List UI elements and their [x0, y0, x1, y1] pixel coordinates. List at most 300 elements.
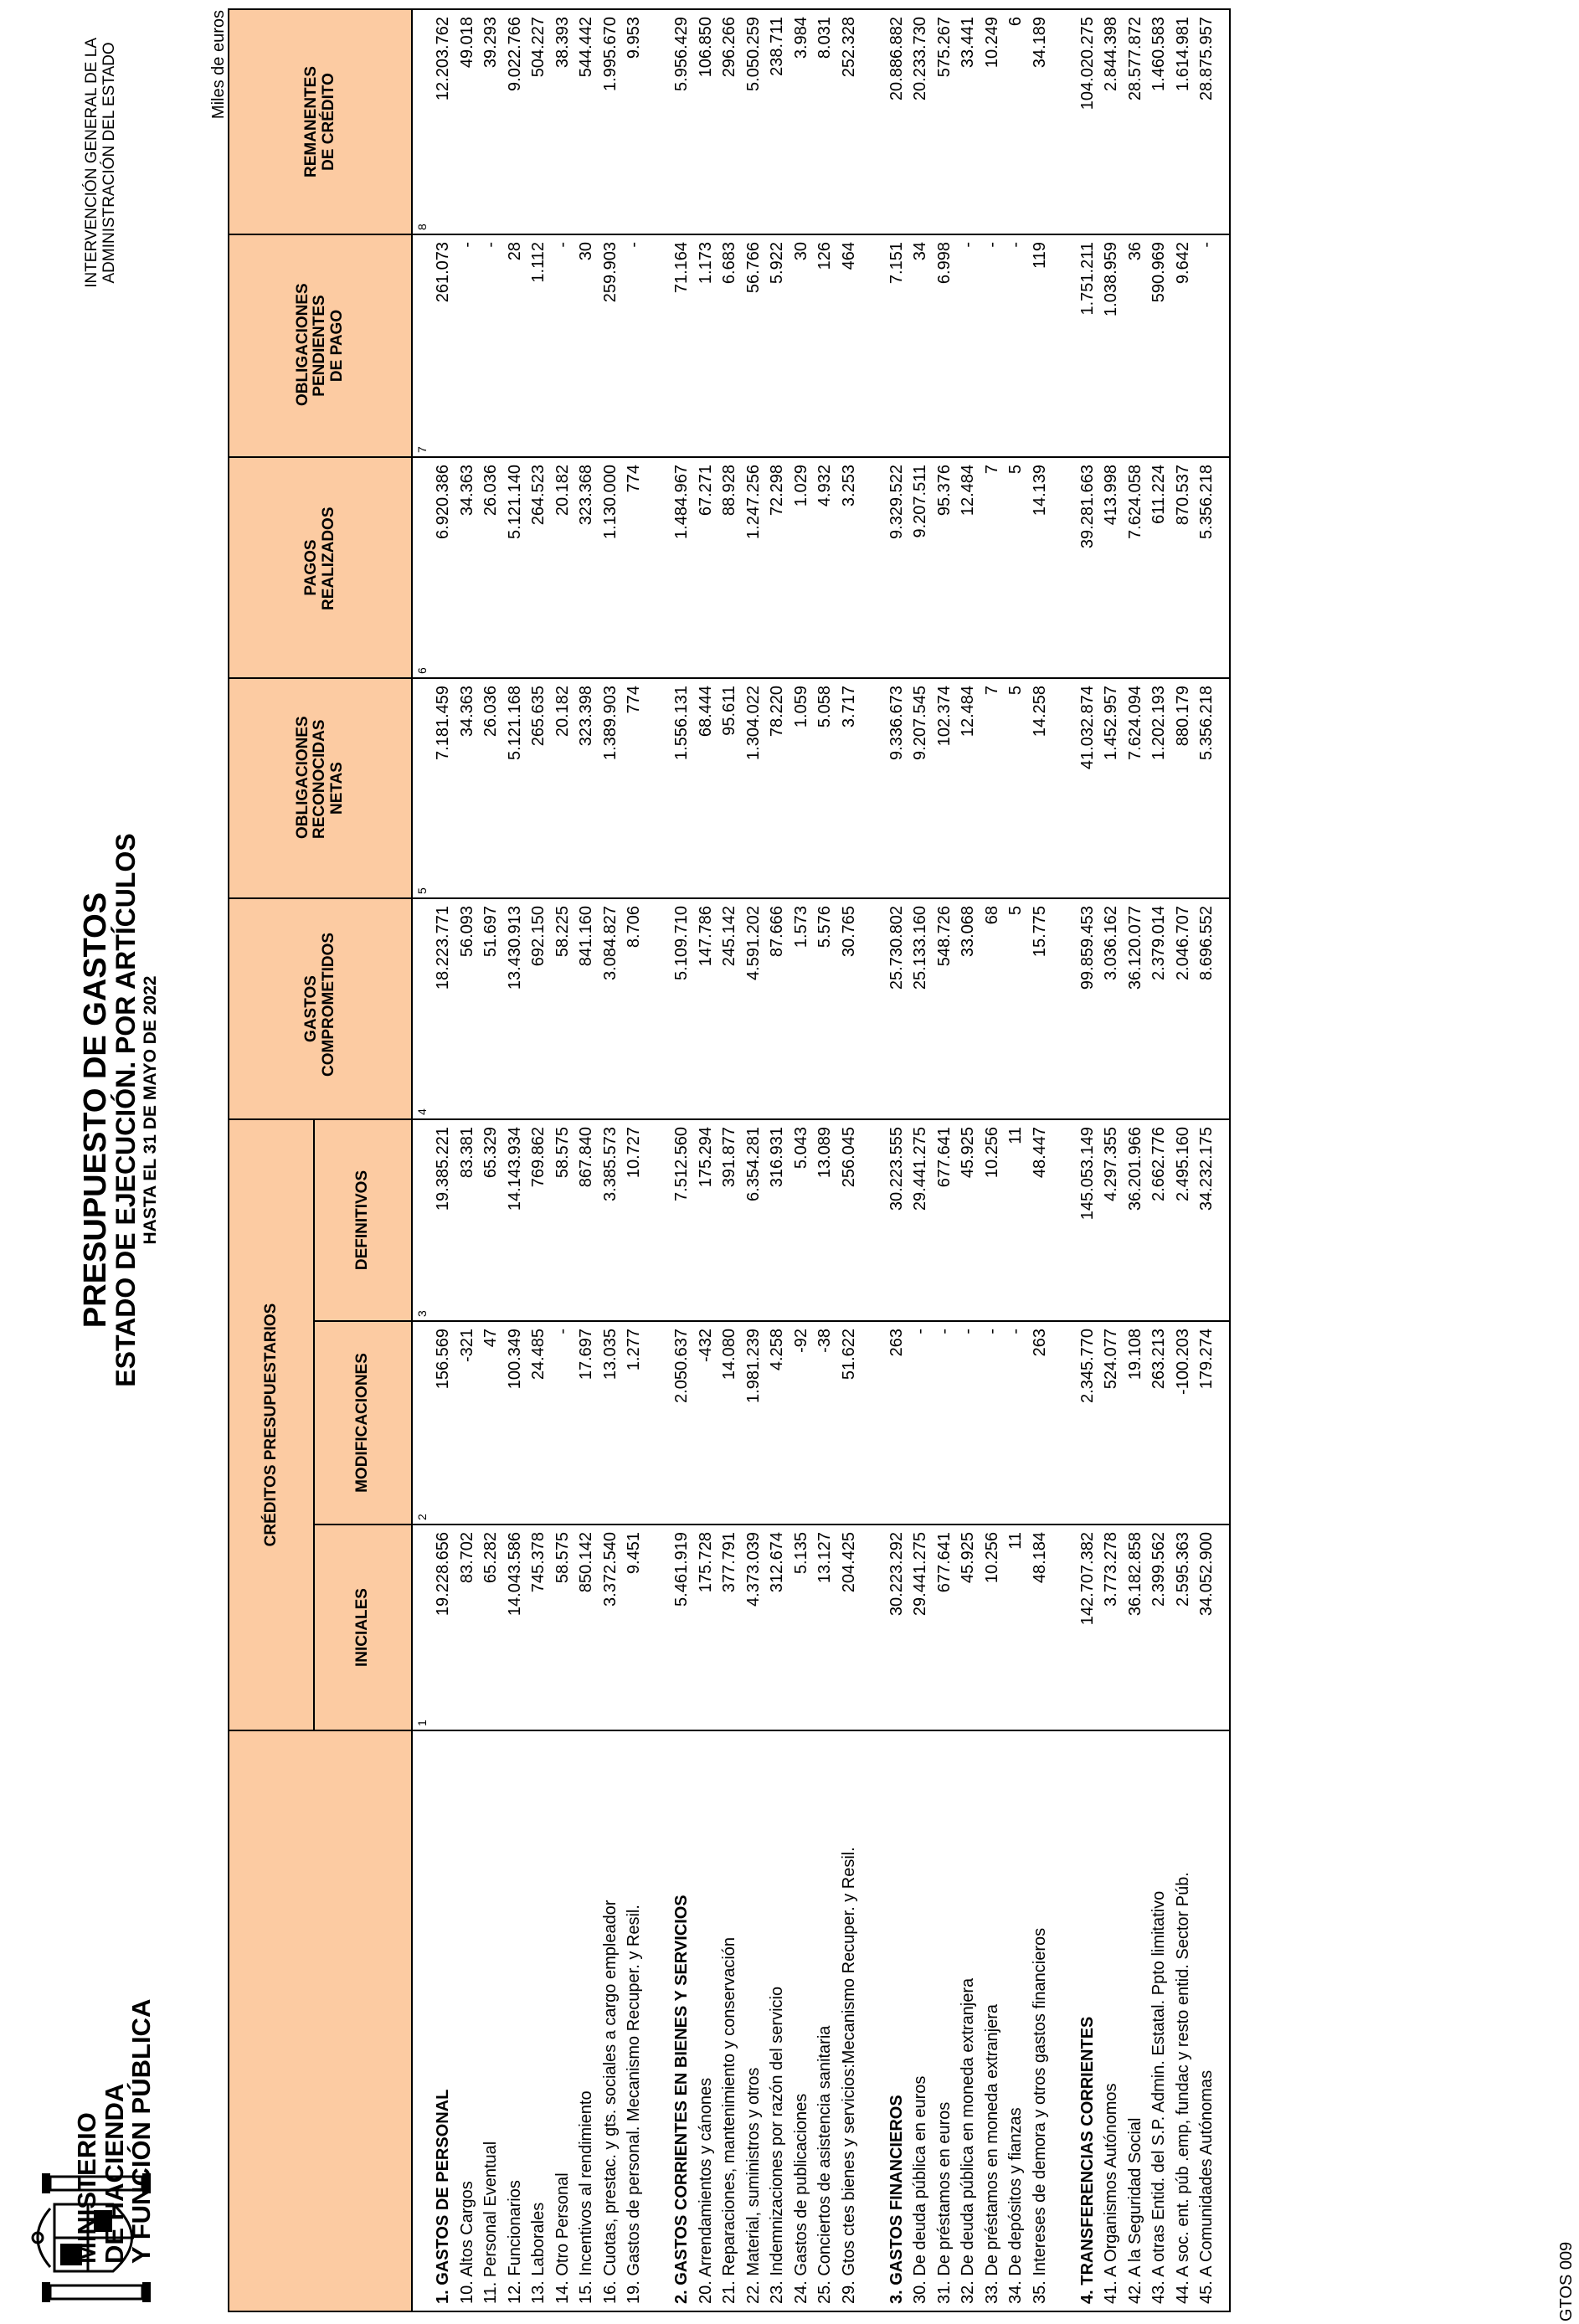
value-cell: 175.294: [694, 1119, 718, 1321]
value-cell: 590.969: [1147, 234, 1171, 457]
value-cell: 12.203.762: [431, 9, 455, 234]
spacer-cell: [646, 1119, 671, 1321]
value-cell: -: [479, 234, 503, 457]
value-cell: 20.886.882: [885, 9, 909, 234]
value-cell: 377.791: [717, 1524, 742, 1730]
column-number-cell: 6: [412, 457, 431, 678]
intervencion-general: [84, 38, 119, 288]
value-cell: 7.512.560: [670, 1119, 694, 1321]
value-cell: 3.036.162: [1099, 898, 1124, 1119]
value-cell: 1.556.131: [670, 678, 694, 898]
row-label: 2. GASTOS CORRIENTES EN BIENES Y SERVICIOS: [670, 1730, 694, 2311]
value-cell: 611.224: [1147, 457, 1171, 678]
value-cell: -: [956, 234, 980, 457]
table-row: [1099, 9, 1124, 2311]
row-label: 10. Altos Cargos: [455, 1730, 480, 2311]
value-cell: 2.379.014: [1147, 898, 1171, 1119]
value-cell: 769.862: [527, 1119, 551, 1321]
table-row: [479, 9, 503, 2311]
value-cell: 548.726: [933, 898, 957, 1119]
spacer-cell: [861, 234, 885, 457]
table-row: [455, 9, 480, 2311]
value-cell: 10.249: [980, 9, 1005, 234]
row-label: 14. Otro Personal: [551, 1730, 575, 2311]
value-cell: 10.727: [622, 1119, 646, 1321]
report-title-block: [80, 650, 162, 1571]
value-cell: 1.614.981: [1171, 9, 1196, 234]
value-cell: 34: [908, 234, 933, 457]
value-cell: 2.495.160: [1171, 1119, 1196, 1321]
value-cell: 14.139: [1028, 457, 1052, 678]
value-cell: 5.461.919: [670, 1524, 694, 1730]
value-cell: -: [622, 234, 646, 457]
value-cell: 19.108: [1124, 1321, 1148, 1524]
value-cell: 14.043.586: [503, 1524, 527, 1730]
column-number-row: [412, 9, 431, 2311]
value-cell: 95.376: [933, 457, 957, 678]
value-cell: 259.903: [599, 234, 623, 457]
end-cell: [1219, 9, 1230, 234]
value-cell: 20.233.730: [908, 9, 933, 234]
value-cell: 56.766: [742, 234, 766, 457]
value-cell: 1.389.903: [599, 678, 623, 898]
spacer-cell: [1052, 898, 1076, 1119]
ministry-line: DE HACIENDA: [99, 2083, 129, 2264]
spacer-cell: [1052, 9, 1076, 234]
group-total-row: [885, 9, 909, 2311]
value-cell: 2.399.562: [1147, 1524, 1171, 1730]
spacer-cell: [646, 1524, 671, 1730]
value-cell: 245.142: [717, 898, 742, 1119]
value-cell: 3.084.827: [599, 898, 623, 1119]
intervencion-line: ADMINISTRACIÓN DEL ESTADO: [100, 42, 118, 284]
value-cell: 30: [574, 234, 599, 457]
value-cell: 71.164: [670, 234, 694, 457]
row-label: 25. Conciertos de asistencia sanitaria: [813, 1730, 837, 2311]
value-cell: 13.127: [813, 1524, 837, 1730]
value-cell: 5.050.259: [742, 9, 766, 234]
spacer-cell: [646, 1321, 671, 1524]
value-cell: 156.569: [431, 1321, 455, 1524]
spacer-cell: [861, 1321, 885, 1524]
value-cell: 5.058: [813, 678, 837, 898]
spacer-cell: [861, 678, 885, 898]
table-row: [1028, 9, 1052, 2311]
value-cell: 5.576: [813, 898, 837, 1119]
value-cell: 68.444: [694, 678, 718, 898]
value-cell: 99.859.453: [1076, 898, 1100, 1119]
row-label: 34. De depósitos y fianzas: [1004, 1730, 1028, 2311]
row-label: 31. De préstamos en euros: [933, 1730, 957, 2311]
value-cell: 58.575: [551, 1524, 575, 1730]
row-label: 30. De deuda pública en euros: [908, 1730, 933, 2311]
value-cell: 47: [479, 1321, 503, 1524]
value-cell: 4.373.039: [742, 1524, 766, 1730]
value-cell: 296.266: [717, 9, 742, 234]
value-cell: 67.271: [694, 457, 718, 678]
value-cell: 5: [1004, 898, 1028, 1119]
value-cell: -: [1195, 234, 1219, 457]
value-cell: 147.786: [694, 898, 718, 1119]
value-cell: -: [1004, 234, 1028, 457]
value-cell: 33.441: [956, 9, 980, 234]
value-cell: 65.282: [479, 1524, 503, 1730]
value-cell: 524.077: [1099, 1321, 1124, 1524]
iniciales-header: INICIALES: [314, 1524, 412, 1730]
value-cell: 7: [980, 678, 1005, 898]
value-cell: 1.173: [694, 234, 718, 457]
value-cell: 20.182: [551, 678, 575, 898]
value-cell: 3.717: [837, 678, 862, 898]
value-cell: 5.121.168: [503, 678, 527, 898]
value-cell: 5.956.429: [670, 9, 694, 234]
value-cell: 870.537: [1171, 457, 1196, 678]
value-cell: 3.253: [837, 457, 862, 678]
value-cell: 4.591.202: [742, 898, 766, 1119]
value-cell: 677.641: [933, 1119, 957, 1321]
table-row: [1195, 9, 1219, 2311]
value-cell: 30: [790, 234, 814, 457]
value-cell: 6.683: [717, 234, 742, 457]
table-row: [790, 9, 814, 2311]
value-cell: 5.356.218: [1195, 457, 1219, 678]
row-label: 23. Indemnizaciones por razón del servicio: [765, 1730, 790, 2311]
value-cell: 2.050.637: [670, 1321, 694, 1524]
table-row: [574, 9, 599, 2311]
end-cell: [1219, 1524, 1230, 1730]
value-cell: 3.385.573: [599, 1119, 623, 1321]
value-cell: 2.046.707: [1171, 898, 1196, 1119]
value-cell: 867.840: [574, 1119, 599, 1321]
ministry-line: Y FUNCIÓN PÚBLICA: [126, 1998, 157, 2264]
value-cell: 8.706: [622, 898, 646, 1119]
table-body: [412, 9, 1230, 2311]
table-row: [908, 9, 933, 2311]
value-cell: 72.298: [765, 457, 790, 678]
column-number-cell: [412, 1730, 431, 2311]
value-cell: 1.112: [527, 234, 551, 457]
row-label: 35. Intereses de demora y otros gastos financieros: [1028, 1730, 1052, 2311]
value-cell: 25.133.160: [908, 898, 933, 1119]
table-row: [933, 9, 957, 2311]
value-cell: 51.697: [479, 898, 503, 1119]
value-cell: 7.181.459: [431, 678, 455, 898]
value-cell: 323.398: [574, 678, 599, 898]
table-row: [980, 9, 1005, 2311]
value-cell: 575.267: [933, 9, 957, 234]
value-cell: 312.674: [765, 1524, 790, 1730]
row-label: 41. A Organismos Autónomos: [1099, 1730, 1124, 2311]
value-cell: 5: [1004, 678, 1028, 898]
table-row: [765, 9, 790, 2311]
value-cell: 1.981.239: [742, 1321, 766, 1524]
value-cell: 48.447: [1028, 1119, 1052, 1321]
value-cell: 1.460.583: [1147, 9, 1171, 234]
value-cell: 256.045: [837, 1119, 862, 1321]
row-label: 44. A soc. ent. púb .emp, fundac y resto entid. Sector Púb.: [1171, 1730, 1196, 2311]
table-row: [813, 9, 837, 2311]
end-cell: [1219, 1321, 1230, 1524]
value-cell: 26.036: [479, 457, 503, 678]
value-cell: 14.258: [1028, 678, 1052, 898]
value-cell: 26.036: [479, 678, 503, 898]
spacer-row: [1052, 9, 1076, 2311]
value-cell: 30.765: [837, 898, 862, 1119]
value-cell: -: [908, 1321, 933, 1524]
end-cell: [1219, 898, 1230, 1119]
table-row: [717, 9, 742, 2311]
value-cell: 87.666: [765, 898, 790, 1119]
value-cell: 1.751.211: [1076, 234, 1100, 457]
value-cell: 238.711: [765, 9, 790, 234]
value-cell: 1.277: [622, 1321, 646, 1524]
value-cell: 11: [1004, 1524, 1028, 1730]
row-label: 1. GASTOS DE PERSONAL: [431, 1730, 455, 2311]
value-cell: -100.203: [1171, 1321, 1196, 1524]
row-label: 19. Gastos de personal. Mecanismo Recuper. y Resil.: [622, 1730, 646, 2311]
value-cell: 5.356.218: [1195, 678, 1219, 898]
value-cell: 5.922: [765, 234, 790, 457]
spacer-cell: [646, 898, 671, 1119]
value-cell: 7: [980, 457, 1005, 678]
value-cell: 29.441.275: [908, 1119, 933, 1321]
value-cell: -321: [455, 1321, 480, 1524]
value-cell: 6.920.386: [431, 457, 455, 678]
spacer-row: [861, 9, 885, 2311]
value-cell: 34.052.900: [1195, 1524, 1219, 1730]
spacer-cell: [861, 1730, 885, 2311]
value-cell: 145.053.149: [1076, 1119, 1100, 1321]
value-cell: 104.020.275: [1076, 9, 1100, 234]
value-cell: 88.928: [717, 457, 742, 678]
value-cell: -: [980, 234, 1005, 457]
value-cell: 36.182.858: [1124, 1524, 1148, 1730]
value-cell: 774: [622, 457, 646, 678]
spacer-cell: [1052, 1730, 1076, 2311]
value-cell: -: [551, 1321, 575, 1524]
value-cell: 24.485: [527, 1321, 551, 1524]
value-cell: 13.035: [599, 1321, 623, 1524]
value-cell: 36: [1124, 234, 1148, 457]
value-cell: 100.349: [503, 1321, 527, 1524]
value-cell: 12.484: [956, 457, 980, 678]
spacer-cell: [861, 9, 885, 234]
spacer-cell: [861, 1524, 885, 1730]
value-cell: 34.363: [455, 457, 480, 678]
modificaciones-header: MODIFICACIONES: [314, 1321, 412, 1524]
value-cell: 316.931: [765, 1119, 790, 1321]
value-cell: 5: [1004, 457, 1028, 678]
creditos-group-header: CRÉDITOS PRESUPUESTARIOS: [229, 1119, 314, 1730]
row-label: 24. Gastos de publicaciones: [790, 1730, 814, 2311]
gastos-header: GASTOS COMPROMETIDOS: [229, 898, 412, 1119]
pagos-header: PAGOS REALIZADOS: [229, 457, 412, 678]
value-cell: 8.031: [813, 9, 837, 234]
label-column-header: [229, 1730, 412, 2311]
value-cell: 504.227: [527, 9, 551, 234]
value-cell: 36.120.077: [1124, 898, 1148, 1119]
value-cell: 1.573: [790, 898, 814, 1119]
table-row: [956, 9, 980, 2311]
value-cell: 17.697: [574, 1321, 599, 1524]
value-cell: 252.328: [837, 9, 862, 234]
remanentes-header: REMANENTES DE CRÉDITO: [229, 9, 412, 234]
value-cell: 83.702: [455, 1524, 480, 1730]
group-total-row: [431, 9, 455, 2311]
value-cell: 29.441.275: [908, 1524, 933, 1730]
obligaciones-header: OBLIGACIONES RECONOCIDAS NETAS: [229, 678, 412, 898]
column-number-cell: 4: [412, 898, 431, 1119]
end-cell: [1219, 678, 1230, 898]
value-cell: 7.624.094: [1124, 678, 1148, 898]
value-cell: 413.998: [1099, 457, 1124, 678]
column-number-cell: 1: [412, 1524, 431, 1730]
value-cell: 464: [837, 234, 862, 457]
value-cell: 33.068: [956, 898, 980, 1119]
value-cell: 11: [1004, 1119, 1028, 1321]
value-cell: 2.345.770: [1076, 1321, 1100, 1524]
value-cell: 264.523: [527, 457, 551, 678]
value-cell: 39.293: [479, 9, 503, 234]
value-cell: -: [980, 1321, 1005, 1524]
value-cell: 34.232.175: [1195, 1119, 1219, 1321]
value-cell: 1.484.967: [670, 457, 694, 678]
column-number-cell: 5: [412, 678, 431, 898]
value-cell: 102.374: [933, 678, 957, 898]
row-label: 16. Cuotas, prestac. y gts. sociales a cargo empleador: [599, 1730, 623, 2311]
value-cell: 19.228.656: [431, 1524, 455, 1730]
row-label: 11. Personal Eventual: [479, 1730, 503, 2311]
column-number-cell: 7: [412, 234, 431, 457]
value-cell: 263: [885, 1321, 909, 1524]
row-label: 43. A otras Entid. del S.P. Admin. Estatal. Ppto limitativo: [1147, 1730, 1171, 2311]
value-cell: 5.121.140: [503, 457, 527, 678]
value-cell: 850.142: [574, 1524, 599, 1730]
row-label: 21. Reparaciones, mantenimiento y conservación: [717, 1730, 742, 2311]
end-cell: [1219, 234, 1230, 457]
row-label: 13. Laborales: [527, 1730, 551, 2311]
value-cell: 9.953: [622, 9, 646, 234]
value-cell: -: [455, 234, 480, 457]
value-cell: 1.202.193: [1147, 678, 1171, 898]
spacer-cell: [861, 898, 885, 1119]
value-cell: 8.696.552: [1195, 898, 1219, 1119]
value-cell: 7.624.058: [1124, 457, 1148, 678]
value-cell: 13.089: [813, 1119, 837, 1321]
row-label: 12. Funcionarios: [503, 1730, 527, 2311]
definitivos-header: DEFINITIVOS: [314, 1119, 412, 1321]
row-label: 15. Incentivos al rendimiento: [574, 1730, 599, 2311]
value-cell: 19.385.221: [431, 1119, 455, 1321]
value-cell: 2.844.398: [1099, 9, 1124, 234]
value-cell: -38: [813, 1321, 837, 1524]
value-cell: 4.932: [813, 457, 837, 678]
value-cell: 51.622: [837, 1321, 862, 1524]
value-cell: 1.059: [790, 678, 814, 898]
spacer-cell: [646, 1730, 671, 2311]
value-cell: 28.577.872: [1124, 9, 1148, 234]
value-cell: 36.201.966: [1124, 1119, 1148, 1321]
spacer-cell: [1052, 678, 1076, 898]
value-cell: 119: [1028, 234, 1052, 457]
value-cell: 45.925: [956, 1119, 980, 1321]
value-cell: 95.611: [717, 678, 742, 898]
group-total-row: [670, 9, 694, 2311]
table-row: [694, 9, 718, 2311]
value-cell: 1.247.256: [742, 457, 766, 678]
row-label: 20. Arrendamientos y cánones: [694, 1730, 718, 2311]
ministry-name: [74, 1999, 156, 2264]
value-cell: 841.160: [574, 898, 599, 1119]
end-cell: [1219, 457, 1230, 678]
value-cell: 3.773.278: [1099, 1524, 1124, 1730]
value-cell: 38.393: [551, 9, 575, 234]
column-number-cell: 2: [412, 1321, 431, 1524]
table-row: [1004, 9, 1028, 2311]
value-cell: 106.850: [694, 9, 718, 234]
value-cell: 1.995.670: [599, 9, 623, 234]
value-cell: 14.080: [717, 1321, 742, 1524]
pendientes-header: OBLIGACIONES PENDIENTES DE PAGO: [229, 234, 412, 457]
row-label: 32. De deuda pública en moneda extranjera: [956, 1730, 980, 2311]
ministry-line: MINISTERIO: [72, 2112, 101, 2264]
value-cell: 179.274: [1195, 1321, 1219, 1524]
value-cell: 34.189: [1028, 9, 1052, 234]
value-cell: 5.109.710: [670, 898, 694, 1119]
table-row: [551, 9, 575, 2311]
spacer-cell: [646, 457, 671, 678]
value-cell: 1.029: [790, 457, 814, 678]
value-cell: 677.641: [933, 1524, 957, 1730]
value-cell: 1.130.000: [599, 457, 623, 678]
value-cell: 49.018: [455, 9, 480, 234]
value-cell: 1.452.957: [1099, 678, 1124, 898]
row-label: 3. GASTOS FINANCIEROS: [885, 1730, 909, 2311]
row-label: 45. A Comunidades Autónomas: [1195, 1730, 1219, 2311]
units-label: Miles de euros: [209, 10, 228, 120]
value-cell: 20.182: [551, 457, 575, 678]
table-row: [622, 9, 646, 2311]
value-cell: 12.484: [956, 678, 980, 898]
value-cell: 83.381: [455, 1119, 480, 1321]
table-row: [742, 9, 766, 2311]
value-cell: 9.642: [1171, 234, 1196, 457]
value-cell: 25.730.802: [885, 898, 909, 1119]
value-cell: 65.329: [479, 1119, 503, 1321]
spacer-cell: [1052, 1321, 1076, 1524]
value-cell: 45.925: [956, 1524, 980, 1730]
value-cell: 265.635: [527, 678, 551, 898]
value-cell: -: [1004, 1321, 1028, 1524]
column-number-cell: 8: [412, 9, 431, 234]
value-cell: 880.179: [1171, 678, 1196, 898]
value-cell: 10.256: [980, 1524, 1005, 1730]
report-date: HASTA EL 31 DE MAYO DE 2022: [141, 975, 161, 1245]
value-cell: 5.135: [790, 1524, 814, 1730]
budget-table: [228, 8, 1231, 2312]
value-cell: 9.207.511: [908, 457, 933, 678]
table-row: [503, 9, 527, 2311]
spacer-cell: [1052, 457, 1076, 678]
value-cell: 7.151: [885, 234, 909, 457]
value-cell: 4.258: [765, 1321, 790, 1524]
value-cell: 544.442: [574, 9, 599, 234]
value-cell: 1.038.959: [1099, 234, 1124, 457]
value-cell: 3.372.540: [599, 1524, 623, 1730]
table-row: [527, 9, 551, 2311]
value-cell: 692.150: [527, 898, 551, 1119]
intervencion-line: INTERVENCIÓN GENERAL DE LA: [83, 38, 100, 288]
